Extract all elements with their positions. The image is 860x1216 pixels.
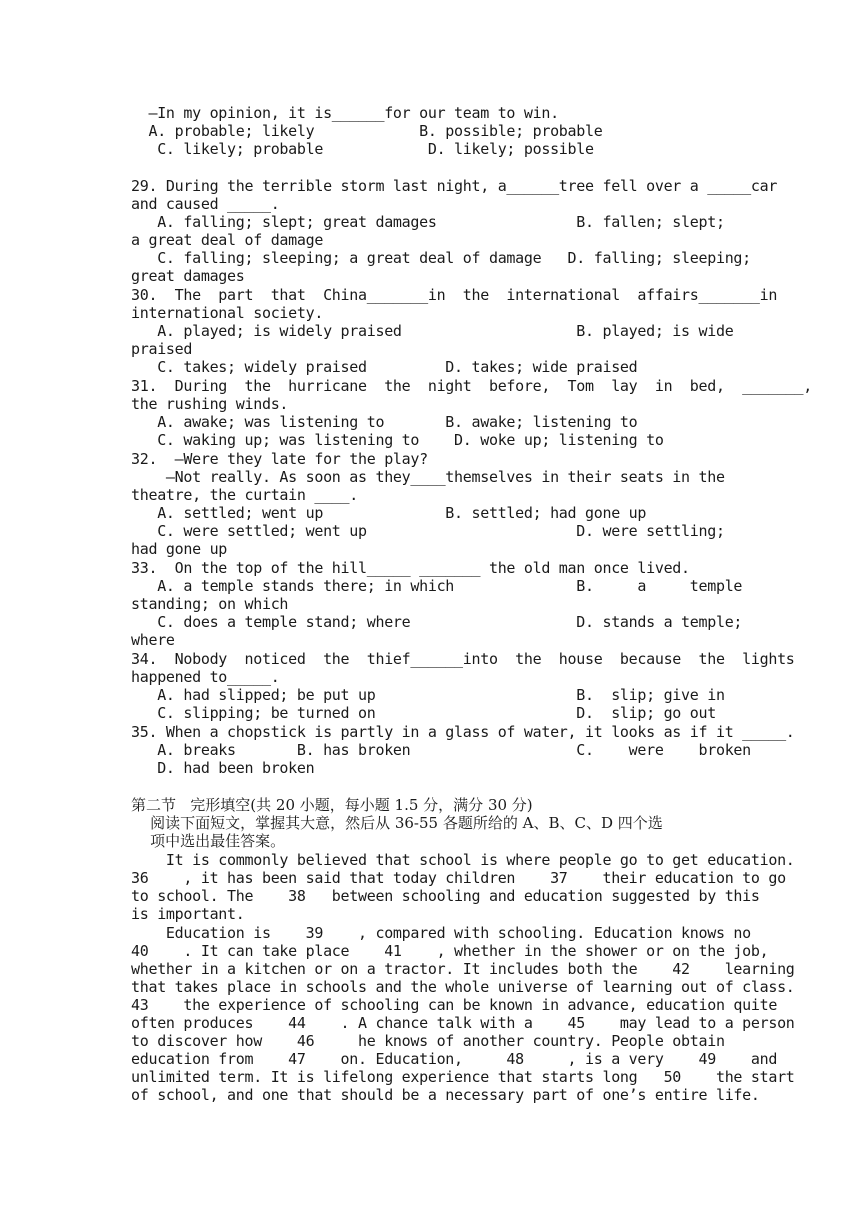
q28-question-line: —In my opinion, it is______for our team to win. bbox=[131, 104, 559, 122]
section-instructions-2: 项中选出最佳答案。 bbox=[131, 832, 286, 850]
q35-line-2: A. breaks B. has broken C. were broken bbox=[131, 741, 751, 759]
q31-line-3: A. awake; was listening to B. awake; listening to bbox=[131, 413, 638, 431]
passage-p1-line-4: is important. bbox=[131, 905, 245, 923]
q32-line-3: theatre, the curtain ____. bbox=[131, 486, 359, 504]
passage-p2-line-6: often produces 44 . A chance talk with a 45 may lead to a person bbox=[131, 1014, 795, 1032]
q31-line-1: 31. During the hurricane the night before, Tom lay in bed, _______, bbox=[131, 377, 813, 395]
passage-p2-line-10: of school, and one that should be a necessary part of one’s entire life. bbox=[131, 1086, 760, 1104]
q29-line-2: and caused _____. bbox=[131, 195, 280, 213]
passage-p1-line-2: 36 , it has been said that today children 37 their education to go bbox=[131, 869, 786, 887]
q31-line-4: C. waking up; was listening to D. woke up; listening to bbox=[131, 431, 664, 449]
passage-p2-line-3: whether in a kitchen or on a tractor. It includes both the 42 learning bbox=[131, 960, 795, 978]
q28-options-cd: C. likely; probable D. likely; possible bbox=[131, 140, 594, 158]
passage-p2-line-4: that takes place in schools and the whole universe of learning out of class. bbox=[131, 978, 795, 996]
q32-line-1: 32. —Were they late for the play? bbox=[131, 450, 428, 468]
q32-line-5: C. were settled; went up D. were settling; bbox=[131, 522, 725, 540]
passage-p2-line-9: unlimited term. It is lifelong experience that starts long 50 the start bbox=[131, 1068, 795, 1086]
passage-p2-line-7: to discover how 46 he knows of another country. People obtain bbox=[131, 1032, 725, 1050]
q33-line-3: standing; on which bbox=[131, 595, 289, 613]
q30-line-5: C. takes; widely praised D. takes; wide praised bbox=[131, 358, 638, 376]
q29-line-3: A. falling; slept; great damages B. fallen; slept; bbox=[131, 213, 725, 231]
q35-line-1: 35. When a chopstick is partly in a glass of water, it looks as if it _____. bbox=[131, 723, 795, 741]
q34-line-2: happened to_____. bbox=[131, 668, 280, 686]
passage-p2-line-2: 40 . It can take place 41 , whether in the shower or on the job, bbox=[131, 942, 769, 960]
passage-p2-line-8: education from 47 on. Education, 48 , is a very 49 and bbox=[131, 1050, 778, 1068]
q31-line-2: the rushing winds. bbox=[131, 395, 289, 413]
section-instructions-1: 阅读下面短文，掌握其大意，然后从 36-55 各题所给的 A、B、C、D 四个选 bbox=[131, 814, 663, 832]
passage-p1-line-3: to school. The 38 between schooling and education suggested by this bbox=[131, 887, 760, 905]
q32-line-2: —Not really. As soon as they____themselves in their seats in the bbox=[131, 468, 725, 486]
q29-line-4: a great deal of damage bbox=[131, 231, 324, 249]
passage-p1-line-1: It is commonly believed that school is where people go to get education. bbox=[131, 851, 795, 869]
q34-line-3: A. had slipped; be put up B. slip; give in bbox=[131, 686, 725, 704]
section-heading: 第二节 完形填空(共 20 小题，每小题 1.5 分，满分 30 分) bbox=[131, 796, 533, 814]
q35-line-3: D. had been broken bbox=[131, 759, 315, 777]
q29-line-6: great damages bbox=[131, 267, 245, 285]
q30-line-4: praised bbox=[131, 340, 193, 358]
q29-line-1: 29. During the terrible storm last night, a______tree fell over a _____car bbox=[131, 177, 778, 195]
q33-line-2: A. a temple stands there; in which B. a temple bbox=[131, 577, 743, 595]
q34-line-1: 34. Nobody noticed the thief______into the house because the lights bbox=[131, 650, 795, 668]
q30-line-3: A. played; is widely praised B. played; is wide bbox=[131, 322, 734, 340]
q33-line-5: where bbox=[131, 631, 175, 649]
q32-line-4: A. settled; went up B. settled; had gone up bbox=[131, 504, 647, 522]
passage-p2-line-1: Education is 39 , compared with schooling. Education knows no bbox=[131, 924, 751, 942]
q30-line-2: international society. bbox=[131, 304, 324, 322]
q33-line-1: 33. On the top of the hill_____ _______ the old man once lived. bbox=[131, 559, 690, 577]
q28-options-ab: A. probable; likely B. possible; probable bbox=[131, 122, 603, 140]
q32-line-6: had gone up bbox=[131, 540, 228, 558]
q30-line-1: 30. The part that China_______in the international affairs_______in bbox=[131, 286, 778, 304]
q29-line-5: C. falling; sleeping; a great deal of damage D. falling; sleeping; bbox=[131, 249, 751, 267]
passage-p2-line-5: 43 the experience of schooling can be known in advance, education quite bbox=[131, 996, 778, 1014]
q33-line-4: C. does a temple stand; where D. stands a temple; bbox=[131, 613, 743, 631]
q34-line-4: C. slipping; be turned on D. slip; go out bbox=[131, 704, 716, 722]
